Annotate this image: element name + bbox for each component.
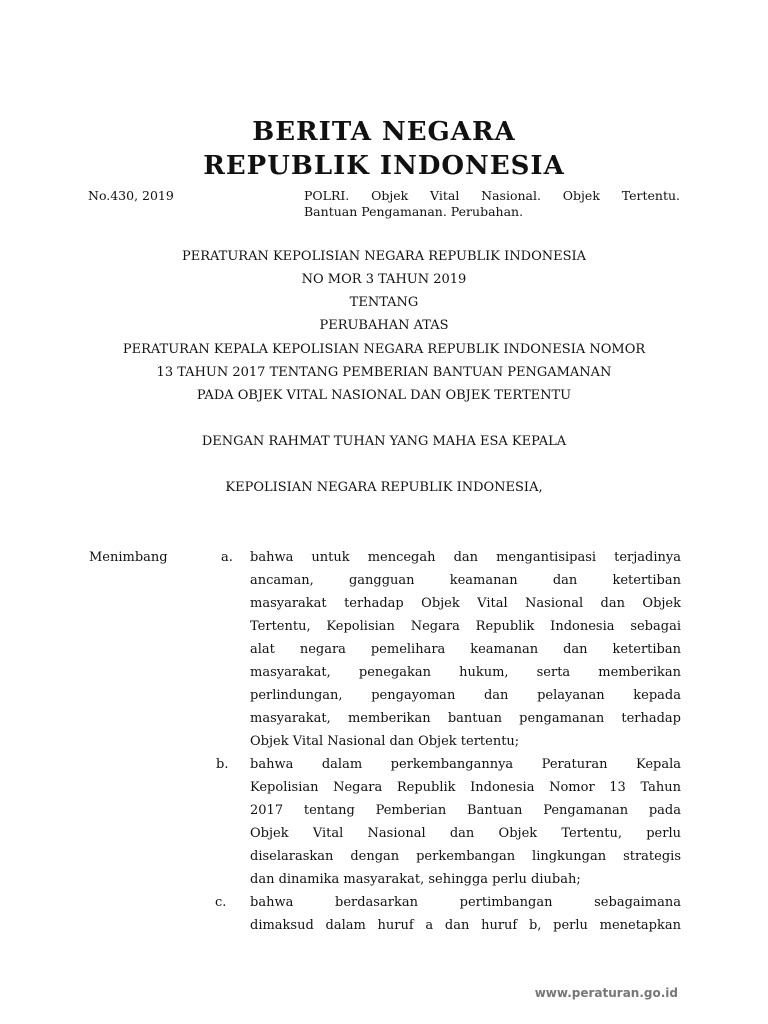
gazette-number: No.430, 2019 bbox=[88, 188, 174, 203]
item-b-line: diselaraskan dengan perkembangan lingkungan strategis bbox=[250, 849, 681, 864]
footer-url[interactable]: www.peraturan.go.id bbox=[534, 986, 678, 1000]
item-b-line: Objek Vital Nasional dan Objek Tertentu, perlu bbox=[250, 826, 681, 841]
regulation-line1: PERATURAN KEPOLISIAN NEGARA REPUBLIK INDONESIA bbox=[181, 249, 587, 264]
item-a-line: Tertentu, Kepolisian Negara Republik Indonesia sebagai bbox=[250, 619, 681, 634]
gazette-title-line1: BERITA NEGARA bbox=[252, 117, 516, 147]
regulation-number: NO MOR 3 TAHUN 2019 bbox=[301, 272, 467, 287]
item-a-line: masyarakat, penegakan hukum, serta memberikan bbox=[250, 665, 681, 680]
item-a-marker: a. bbox=[221, 550, 233, 565]
regulation-line6: 13 TAHUN 2017 TENTANG PEMBERIAN BANTUAN PENGAMANAN bbox=[156, 365, 612, 380]
item-a-line: bahwa untuk mencegah dan mengantisipasi terjadinya bbox=[250, 550, 681, 565]
item-b-line: Kepolisian Negara Republik Indonesia Nomor 13 Tahun bbox=[250, 780, 681, 795]
item-b-line: 2017 tentang Pemberian Bantuan Pengamanan pada bbox=[250, 803, 681, 818]
subject-line2: Bantuan Pengamanan. Perubahan. bbox=[304, 204, 524, 219]
regulation-line7: PADA OBJEK VITAL NASIONAL DAN OBJEK TERTENTU bbox=[196, 388, 572, 403]
regulation-perubahan: PERUBAHAN ATAS bbox=[319, 318, 449, 333]
item-a-line: ancaman, gangguan keamanan dan ketertiban bbox=[250, 573, 681, 588]
item-c-line: bahwa berdasarkan pertimbangan sebagaimana bbox=[250, 895, 681, 910]
gazette-title-line2: REPUBLIK INDONESIA bbox=[203, 151, 565, 181]
regulation-preamble: DENGAN RAHMAT TUHAN YANG MAHA ESA KEPALA bbox=[201, 434, 567, 449]
item-c-line: dimaksud dalam huruf a dan huruf b, perlu menetapkan bbox=[250, 918, 681, 933]
item-a-line: Objek Vital Nasional dan Objek tertentu; bbox=[250, 734, 520, 749]
item-b-line: dan dinamika masyarakat, sehingga perlu diubah; bbox=[250, 872, 581, 887]
item-c-marker: c. bbox=[215, 895, 227, 910]
regulation-line5: PERATURAN KEPALA KEPOLISIAN NEGARA REPUBLIK INDONESIA NOMOR bbox=[122, 342, 646, 357]
regulation-authority: KEPOLISIAN NEGARA REPUBLIK INDONESIA, bbox=[225, 480, 543, 495]
item-b-marker: b. bbox=[216, 757, 229, 772]
item-a-line: perlindungan, pengayoman dan pelayanan kepada bbox=[250, 688, 681, 703]
item-a-line: masyarakat terhadap Objek Vital Nasional dan Objek bbox=[250, 596, 681, 611]
item-b-line: bahwa dalam perkembangannya Peraturan Kepala bbox=[250, 757, 681, 772]
regulation-tentang: TENTANG bbox=[349, 295, 419, 310]
subject-line1: POLRI. Objek Vital Nasional. Objek Tertentu. bbox=[304, 188, 680, 203]
item-a-line: masyarakat, memberikan bantuan pengamanan terhadap bbox=[250, 711, 681, 726]
item-a-line: alat negara pemelihara keamanan dan ketertiban bbox=[250, 642, 681, 657]
considering-label: Menimbang bbox=[89, 550, 168, 565]
